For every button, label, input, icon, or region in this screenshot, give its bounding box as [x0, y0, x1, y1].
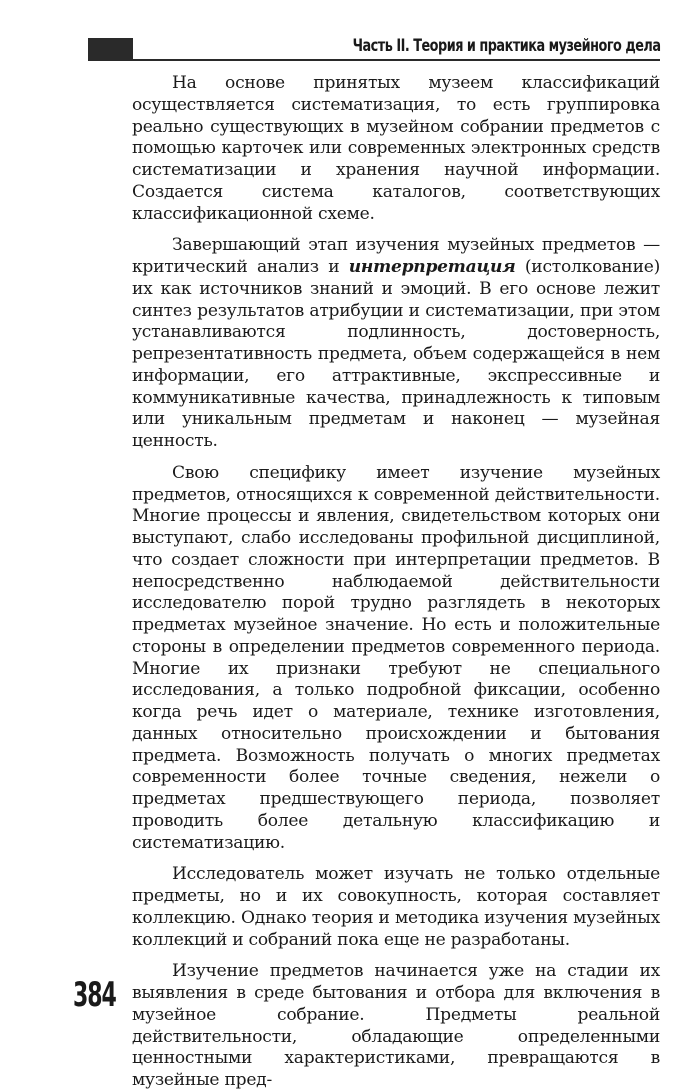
header-rule [88, 59, 660, 61]
paragraph-selection: Изучение предметов начинается уже на стадии их выявления в среде бытования и отбора для включения в музейное собрание. Предметы реальной действительности, обладающие определенными ценностными характеристиками, превращаются в музейные пред- [132, 961, 660, 1090]
body-text [132, 73, 660, 1092]
paragraph-systematization: На основе принятых музеем классификаций осуществляется систематизация, то есть группировка реально существующих в музейном собрании предметов с помощью карточек или современных электронных средств систематизации и хранения научной информации. Создается система каталогов, соответствующих классификационной схеме. [132, 73, 660, 224]
running-title: Часть II. Теория и практика музейного дела [352, 36, 660, 56]
paragraph-collections: Исследователь может изучать не только отдельные предметы, но и их совокупность, которая составляет коллекцию. Однако теория и методика изучения музейных коллекций и собраний пока еще не разработаны. [132, 864, 660, 950]
paragraph-text: Завершающий этап изучения музейных предметов — критический анализ и [132, 235, 660, 277]
paragraph-text: (истолкование) их как источников знаний и эмоций. В его основе лежит синтез результатов атрибуции и систематизации, при этом устанавливаются подлинность, достоверность, репрезентативность предмета, объем содержащейся в нем информации, его аттрактивные, экспрессивные и коммуникативные качества, принадлежность к типовым или уникальным предметам и наконец — музейная ценность. [132, 257, 660, 451]
header-decoration-bar [88, 38, 133, 60]
paragraph-contemporary-objects: Свою специфику имеет изучение музейных предметов, относящихся к современной действительности. Многие процессы и явления, свидетельством которых они выступают, слабо исследованы профильной дисциплиной, что создает сложности при интерпретации предметов. В непосредственно наблюдаемой действительности исследователю порой трудно разглядеть в некоторых предметах музейное значение. Но есть и положительные стороны в определении предметов современного периода. Многие их признаки требуют не специального исследования, а только подробной фиксации, особенно когда речь идет о материале, технике изготовления, данных относительно происхождении и бытования предмета. Возможность получать о многих предметах современности более точные сведения, нежели о предметах предшествующего периода, позволяет проводить более детальную классификацию и систематизацию. [132, 462, 660, 853]
term-interpretation: интерпретация [348, 257, 516, 277]
paragraph-interpretation [132, 235, 660, 453]
page-number: 384 [73, 975, 116, 1015]
